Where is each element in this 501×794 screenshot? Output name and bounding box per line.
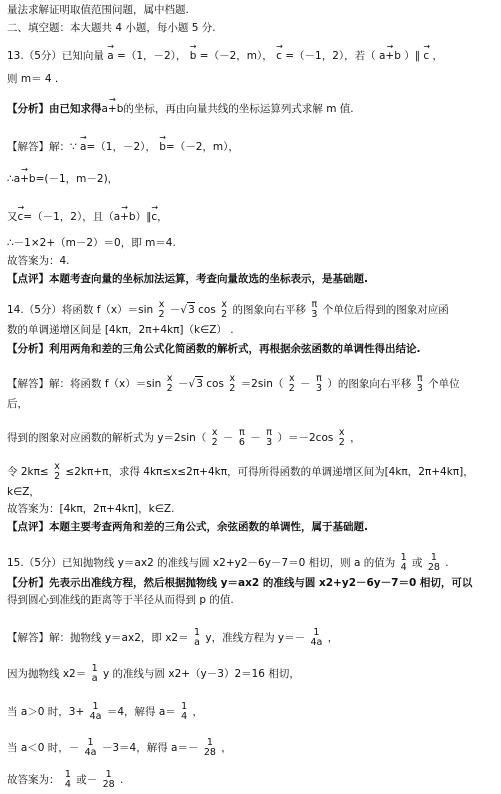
text: =（－2，m）， [165, 141, 239, 153]
text: 【分析】由已知求得 [7, 103, 102, 115]
fraction [310, 300, 318, 320]
text: 【点评】本题考查向量的坐标加法运算，考查向量故选的坐标表示，是基础题. [7, 273, 368, 285]
text: 故答案为： [7, 774, 60, 786]
solution-15-line4 [7, 738, 232, 758]
text: k∈Z， [7, 486, 40, 498]
text: . [120, 774, 124, 786]
denominator: 4a [84, 747, 97, 758]
text: 14.（5分）将函数 f（x）＝sin [7, 304, 154, 316]
fraction [228, 374, 236, 394]
solution-14-line3 [7, 428, 361, 448]
text: 15.（5分）已知抛物线 y＝ax2 的准线与圆 x2+y2－6y－7＝0 相切，则 a 的值为 [7, 557, 396, 569]
text: － [178, 378, 189, 390]
numerator: 1 [64, 769, 71, 780]
text: =(－1，m－2)， [35, 173, 119, 185]
solution-13-line5 [7, 254, 70, 268]
numerator: 1 [400, 552, 407, 563]
numerator: 1 [181, 701, 188, 712]
text: ≤2kπ+π，求得 4kπ≤x≤2π+4kπ，可得所得函数的单调递增区间为[4kπ，2π+4kπ]， [65, 466, 474, 478]
fraction [338, 428, 346, 448]
numerator: 1 [193, 627, 201, 638]
vector-a: → a [80, 140, 86, 154]
vector-b: → b [190, 49, 197, 63]
text: . [445, 557, 449, 569]
denominator: 4 [181, 711, 188, 722]
text: 【分析】先表示出准线方程，然后根据抛物线 y＝ax2 的准线与圆 x2+y2－6y－7＝0 相切，可以 [7, 577, 473, 589]
vector-a-plus-b: → a+b [14, 172, 36, 186]
text: ）的图象向右平移 [327, 378, 412, 390]
fraction [211, 428, 219, 448]
text: ）＝－2cos [277, 432, 334, 444]
text: 的坐标，再由向量共线的坐标运算列式求解 m 值. [123, 103, 354, 115]
text: 【解答】解：抛物线 y＝ax2，即 x2＝ [7, 632, 189, 644]
fraction [416, 374, 424, 394]
text: 3 [196, 378, 203, 390]
text: ＝4，解得 a＝ [106, 706, 176, 718]
text: ＝2sin（ [240, 378, 284, 390]
text: cos [206, 378, 224, 390]
fraction [91, 664, 99, 684]
numerator: 1 [91, 663, 98, 674]
text: 又 [7, 211, 18, 223]
vector-a: → a [107, 49, 113, 63]
text: 令 2kπ≤ [7, 466, 49, 478]
text: y 的准线与圆 x2+（y－3）2＝16 相切， [102, 668, 300, 680]
text: 得到圆心到准线的距离等于半径从而得到 p 的值. [7, 594, 234, 606]
text: =（－1，2），且（ [23, 211, 114, 223]
question-13 [7, 49, 443, 63]
vector-c: → c [151, 210, 157, 224]
answer-14 [7, 323, 234, 337]
numerator: 1 [313, 627, 320, 638]
text: 【分析】利用两角和差的三角公式化简函数的解析式，再根据余弦函数的单调性得出结论. [7, 343, 421, 355]
text: 故答案为：[4kπ，2π+4kπ]，k∈Z. [7, 503, 175, 515]
numerator: 1 [87, 737, 94, 748]
comment-14 [7, 520, 368, 534]
denominator: 2 [211, 437, 218, 448]
text: 或 [411, 557, 423, 569]
text: ， [350, 432, 361, 444]
text: y，准线方程为 y＝－ [205, 632, 306, 644]
denominator: a [194, 637, 200, 648]
solution-13-line1 [7, 140, 239, 154]
text: 当 a＞0 时，3+ [7, 706, 85, 718]
solution-14-line2 [7, 397, 28, 411]
numerator: π [311, 299, 318, 310]
solution-13-line4 [7, 236, 176, 250]
denominator: 2 [166, 383, 173, 394]
denominator: 2 [288, 383, 295, 394]
numerator: x [221, 299, 227, 310]
numerator: x [338, 427, 345, 438]
vector-a-plus-b: → a+b [114, 210, 136, 224]
numerator: π [416, 373, 423, 384]
fraction [203, 738, 217, 758]
solution-14-line1 [7, 374, 460, 394]
sqrt-icon: √ [180, 304, 188, 316]
fraction [309, 628, 323, 648]
fraction [238, 428, 246, 448]
question-15 [7, 553, 449, 573]
fraction [64, 770, 72, 790]
denominator: 3 [311, 309, 318, 320]
text: － [300, 378, 314, 390]
denominator: 3 [416, 383, 423, 394]
denominator: 3 [315, 383, 323, 394]
vector-a-plus-b: → a+b [102, 102, 124, 116]
denominator: 3 [266, 437, 273, 448]
fraction [193, 628, 201, 648]
solution-13-line2 [7, 172, 118, 186]
denominator: 4a [89, 711, 102, 722]
numerator: x [211, 427, 218, 438]
fraction [53, 462, 61, 482]
denominator: 2 [158, 309, 165, 320]
denominator: 6 [238, 437, 245, 448]
text: =（1，－2）， [86, 141, 156, 153]
section-heading [7, 21, 216, 35]
vector-c: → c [18, 210, 24, 224]
text: － [250, 432, 265, 444]
solution-15-line2 [7, 664, 300, 684]
fraction [166, 374, 174, 394]
text: 后， [7, 398, 28, 410]
denominator: 2 [338, 437, 345, 448]
fraction [102, 770, 116, 790]
analysis-15-line2 [7, 593, 234, 607]
denominator: 2 [54, 471, 61, 482]
denominator: 28 [203, 747, 216, 758]
text: ， [327, 632, 339, 644]
numerator: x [288, 373, 295, 384]
solution-15-line3 [7, 702, 203, 722]
text: 13.（5分）已知向量 [7, 50, 104, 62]
denominator: 2 [229, 383, 236, 394]
text: 二、填空题：本大题共 4 小题，每小题 5 分. [7, 22, 216, 34]
numerator: π [266, 427, 272, 438]
numerator: x [54, 461, 60, 472]
text: =（－2，m）， [199, 50, 273, 62]
text: 个单位后得到的图象对应函 [322, 304, 449, 316]
text: 【解答】解：∵ [7, 141, 77, 153]
fraction [400, 553, 408, 573]
solution-15-line1 [7, 628, 338, 648]
denominator: 28 [427, 562, 440, 573]
text: － [169, 304, 181, 316]
numerator: 1 [206, 737, 213, 748]
text: ， [221, 742, 232, 754]
fraction [220, 300, 228, 320]
question-14 [7, 300, 449, 320]
text: －3＝4，解得 a＝－ [101, 742, 199, 754]
numerator: x [229, 373, 236, 384]
numerator: π [316, 373, 322, 384]
text: cos [198, 304, 216, 316]
fraction [315, 374, 323, 394]
fraction [89, 702, 103, 722]
fraction [84, 738, 98, 758]
numerator: x [158, 299, 165, 310]
text: 或－ [76, 774, 98, 786]
text: ， [432, 50, 443, 62]
text: 则 m＝ 4 . [7, 73, 59, 85]
solution-15-line5 [7, 770, 123, 790]
text: 得到的图象对应函数的解析式为 y＝2sin（ [7, 432, 207, 444]
text: 【点评】本题主要考查两角和差的三角公式，余弦函数的单调性，属于基础题. [7, 521, 368, 533]
text: 个单位 [428, 378, 460, 390]
sqrt-icon: √ [188, 378, 196, 390]
text: ）∥ [404, 50, 420, 62]
text: 量法求解证明取值范围问题，属中档题. [7, 4, 189, 16]
analysis-15-line1 [7, 576, 472, 590]
denominator: 4a [310, 637, 323, 648]
vector-a-plus-b: → a+b [379, 49, 401, 63]
denominator: 4 [64, 779, 71, 790]
text: 的图象向右平移 [232, 304, 307, 316]
text: =（－1，2），若（ [285, 50, 376, 62]
denominator: 28 [102, 779, 115, 790]
solution-14-line4 [7, 462, 474, 482]
analysis-14 [7, 342, 421, 356]
fraction [427, 553, 441, 573]
text: － [223, 432, 237, 444]
numerator: x [166, 373, 173, 384]
text: 数的单调递增区间是 [4kπ，2π+4kπ]（k∈Z） . [7, 324, 234, 336]
text: 因为抛物线 x2＝ [7, 668, 87, 680]
comment-13 [7, 272, 368, 286]
text: ， [157, 211, 168, 223]
numerator: 1 [105, 769, 112, 780]
solution-14-line6 [7, 502, 174, 516]
solution-14-line5 [7, 485, 40, 499]
text: ∴－1×2+（m－2）＝0，即 m＝4. [7, 237, 176, 249]
vector-c: → c [276, 49, 282, 63]
vector-b: → b [159, 140, 166, 154]
fraction [288, 374, 296, 394]
numerator: 1 [430, 552, 437, 563]
analysis-13 [7, 102, 354, 116]
text: 【解答】解：将函数 f（x）＝sin [7, 378, 162, 390]
solution-13-line3 [7, 210, 168, 224]
text-line [7, 3, 189, 17]
text: ， [192, 706, 204, 718]
text: ∴ [7, 173, 14, 185]
fraction [180, 702, 188, 722]
denominator: 4 [400, 562, 407, 573]
fraction [158, 300, 166, 320]
numerator: π [239, 427, 245, 438]
vector-c: → c [423, 49, 429, 63]
fraction [265, 428, 273, 448]
answer-13 [7, 72, 58, 86]
text: 故答案为：4. [7, 255, 70, 267]
denominator: 2 [221, 309, 228, 320]
denominator: a [91, 673, 98, 684]
numerator: 1 [92, 701, 99, 712]
text: 当 a＜0 时，－ [7, 742, 80, 754]
text: ）∥ [135, 211, 152, 223]
text: 3 [188, 304, 195, 316]
text: =（1，－2）， [117, 50, 187, 62]
